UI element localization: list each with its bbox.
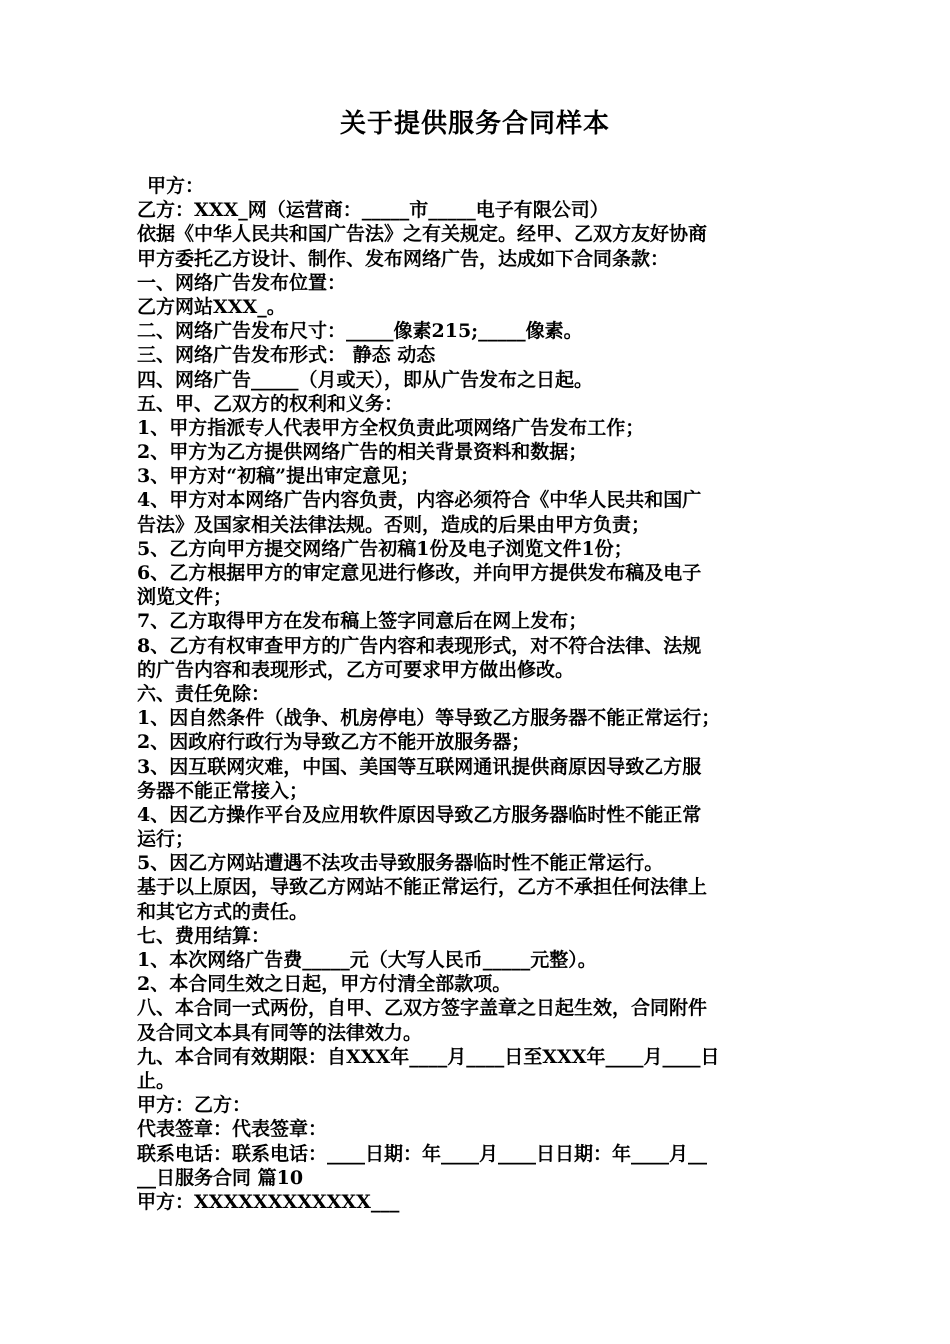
text-line: 甲方：乙方： [137,1094,252,1117]
text-line: 5、因乙方网站遭遇不法攻击导致服务器临时性不能正常运行。 [137,852,664,875]
text-line: 2、因政府行政行为导致乙方不能开放服务器； [137,731,531,754]
text-line: 九、本合同有效期限：自XXX年____月____日至XXX年____月____日 [137,1045,720,1068]
text-line: 及合同文本具有同等的法律效力。 [137,1021,423,1044]
text-line: 八、本合同一式两份，自甲、乙双方签字盖章之日起生效，合同附件 [137,997,708,1020]
text-line: 四、网络广告_____（月或天），即从广告发布之日起。 [137,368,594,391]
text-line: 乙方：XXX_网（运营商：_____市_____电子有限公司） [137,199,609,222]
text-line: 甲方委托乙方设计、制作、发布网络广告，达成如下合同条款： [137,247,670,270]
text-line: 和其它方式的责任。 [137,900,309,923]
text-line: 2、本合同生效之日起，甲方付清全部款项。 [137,973,512,996]
text-line: 4、因乙方操作平台及应用软件原因导致乙方服务器临时性不能正常 [137,803,702,826]
text-line: 务器不能正常接入； [137,779,309,802]
text-line: 2、甲方为乙方提供网络广告的相关背景资料和数据； [137,441,588,464]
text-line: 联系电话：联系电话：____日期：年____月____日日期：年____月__ [137,1142,708,1165]
text-line: 六、责任免除： [137,682,271,705]
text-line: 5、乙方向甲方提交网络广告初稿1份及电子浏览文件1份； [137,537,633,560]
text-line: 浏览文件； [137,586,233,609]
text-line: 告法》及国家相关法律法规。否则，造成的后果由甲方负责； [137,513,651,536]
text-line: 1、甲方指派专人代表甲方全权负责此项网络广告发布工作； [137,416,645,439]
text-line: 三、网络广告发布形式： 静态 动态 [137,344,436,367]
text-line: 7、乙方取得甲方在发布稿上签字同意后在网上发布； [137,610,588,633]
text-line: 止。 [137,1069,176,1092]
text-line: 一、网络广告发布位置： [137,271,347,294]
text-line: 3、甲方对“初稿”提出审定意见； [137,465,420,488]
text-line: 乙方网站XXX_。 [137,295,286,318]
text-line: 1、因自然条件（战争、机房停电）等导致乙方服务器不能正常运行； [137,707,721,730]
text-line: 二、网络广告发布尺寸：_____像素215;_____像素。 [137,320,583,343]
document-body [137,174,837,1214]
text-line: 五、甲、乙双方的权利和义务： [137,392,404,415]
text-line: 的广告内容和表现形式，乙方可要求甲方做出修改。 [137,658,575,681]
document-title: 关于提供服务合同样本 [339,109,610,139]
text-line: 8、乙方有权审查甲方的广告内容和表现形式，对不符合法律、法规 [137,634,702,657]
text-line: 1、本次网络广告费_____元（大写人民币_____元整）。 [137,949,597,971]
text-line: 运行； [137,828,195,851]
text-line: 依据《中华人民共和国广告法》之有关规定。经甲、乙双方友好协商 [137,223,708,246]
text-line: 甲方： [147,175,205,197]
text-line: __日服务合同 篇10 [137,1166,304,1189]
text-line: 6、乙方根据甲方的审定意见进行修改，并向甲方提供发布稿及电子 [137,562,702,584]
text-line: 4、甲方对本网络广告内容负责，内容必须符合《中华人民共和国广 [137,489,702,512]
text-line: 基于以上原因，导致乙方网站不能正常运行，乙方不承担任何法律上 [137,876,708,899]
text-line: 甲方：XXXXXXXXXXXX___ [137,1190,400,1213]
text-line: 七、费用结算： [137,924,271,947]
text-line: 3、因互联网灾难，中国、美国等互联网通讯提供商原因导致乙方服 [137,755,702,778]
text-line: 代表签章：代表签章： [137,1118,328,1141]
